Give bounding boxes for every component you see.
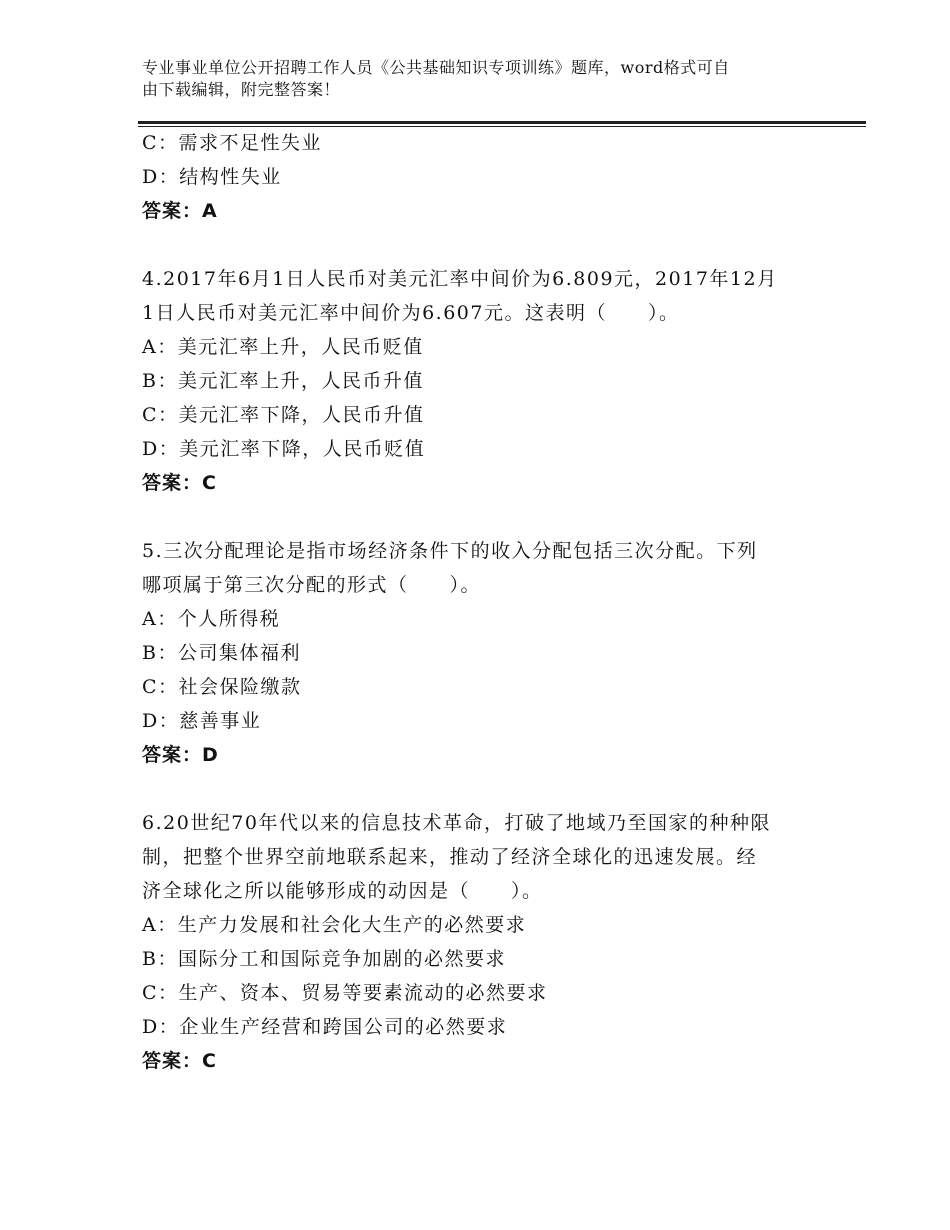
q5-stem-line-1: 5.三次分配理论是指市场经济条件下的收入分配包括三次分配。下列 bbox=[142, 540, 758, 562]
q5-option-a: A：个人所得税 bbox=[142, 608, 281, 630]
q3-option-d: D：结构性失业 bbox=[142, 166, 282, 188]
q4-answer: 答案：C bbox=[142, 472, 217, 494]
spacer bbox=[142, 772, 842, 806]
spacer bbox=[142, 228, 842, 262]
page-header bbox=[142, 57, 822, 101]
q6-answer: 答案：C bbox=[142, 1050, 217, 1072]
q6-option-a: A：生产力发展和社会化大生产的必然要求 bbox=[142, 914, 527, 936]
q6-stem-line-1: 6.20世纪70年代以来的信息技术革命，打破了地域乃至国家的种种限 bbox=[142, 812, 771, 834]
q5-option-b: B：公司集体福利 bbox=[142, 642, 301, 664]
q5-option-d: D：慈善事业 bbox=[142, 710, 262, 732]
question-5 bbox=[142, 534, 842, 772]
question-3 bbox=[142, 126, 842, 228]
header-line-2: 由下载编辑，附完整答案！ bbox=[142, 80, 341, 99]
question-4 bbox=[142, 262, 842, 500]
q6-option-d: D：企业生产经营和跨国公司的必然要求 bbox=[142, 1016, 508, 1038]
q4-option-c: C：美元汇率下降，人民币升值 bbox=[142, 404, 425, 426]
q4-option-d: D：美元汇率下降，人民币贬值 bbox=[142, 438, 426, 460]
q4-option-a: A：美元汇率上升，人民币贬值 bbox=[142, 336, 424, 358]
q6-stem-line-2: 制，把整个世界空前地联系起来，推动了经济全球化的迅速发展。经 bbox=[142, 846, 758, 868]
q6-option-c: C：生产、资本、贸易等要素流动的必然要求 bbox=[142, 982, 548, 1004]
q3-answer: 答案：A bbox=[142, 200, 218, 222]
document-body bbox=[142, 126, 842, 1078]
q4-option-b: B：美元汇率上升，人民币升值 bbox=[142, 370, 424, 392]
header-rule-thick bbox=[138, 121, 866, 124]
q5-stem-line-2: 哪项属于第三次分配的形式（ ）。 bbox=[142, 574, 482, 596]
q6-stem-line-3: 济全球化之所以能够形成的动因是（ ）。 bbox=[142, 880, 543, 902]
spacer bbox=[142, 500, 842, 534]
question-6 bbox=[142, 806, 842, 1078]
q4-stem-line-2: 1日人民币对美元汇率中间价为6.607元。这表明（ ）。 bbox=[142, 302, 680, 324]
q6-option-b: B：国际分工和国际竞争加剧的必然要求 bbox=[142, 948, 506, 970]
header-line-1: 专业事业单位公开招聘工作人员《公共基础知识专项训练》题库，word格式可自 bbox=[142, 58, 730, 77]
q4-stem-line-1: 4.2017年6月1日人民币对美元汇率中间价为6.809元，2017年12月 bbox=[142, 268, 778, 290]
q5-answer: 答案：D bbox=[142, 744, 219, 766]
q3-option-c: C：需求不足性失业 bbox=[142, 132, 323, 154]
q5-option-c: C：社会保险缴款 bbox=[142, 676, 302, 698]
